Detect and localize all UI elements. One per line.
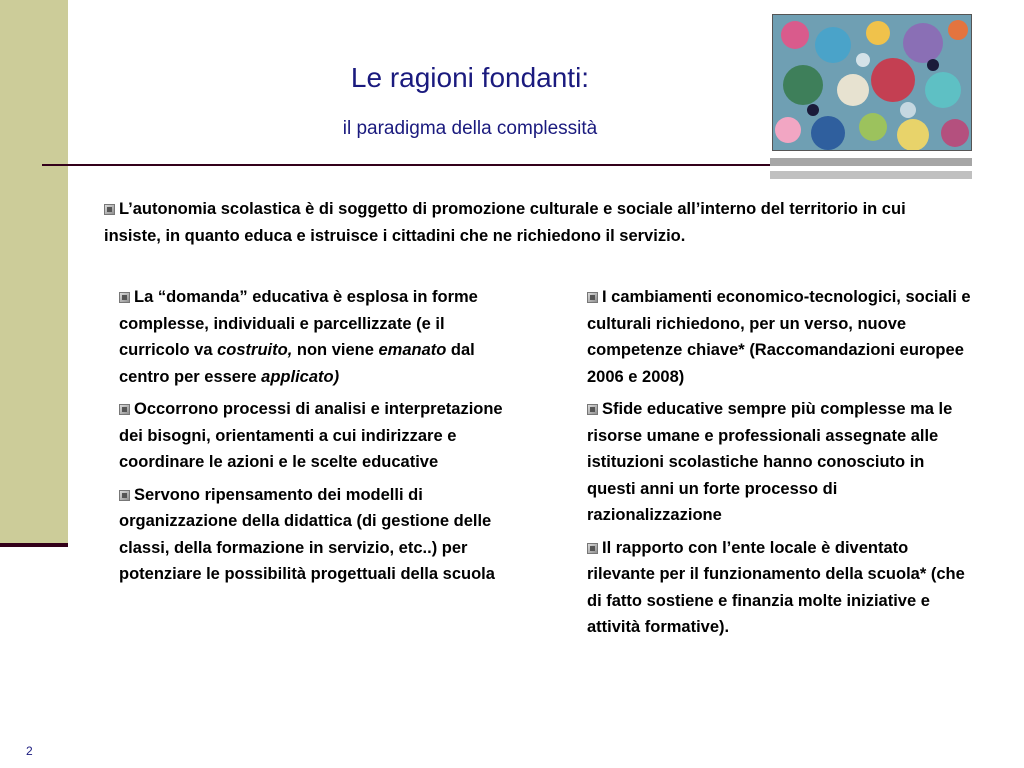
slide-title: Le ragioni fondanti:: [350, 62, 590, 93]
item-italic: applicato): [261, 367, 340, 386]
square-bullet-icon: [119, 404, 130, 415]
item-italic: costruito,: [217, 341, 293, 359]
item-text: Il rapporto con l’ente locale è diventato rilevante per il funzionamento della scuola* (che di fatto sostiene e finanzia molte iniziative e attività formative).: [587, 538, 965, 636]
item-italic: emanato: [378, 341, 447, 359]
slide-subtitle: il paradigma della complessità: [342, 118, 598, 139]
colorful-painting-image: [772, 14, 972, 151]
list-item: [119, 482, 509, 588]
intro-bullet: [104, 196, 964, 250]
list-item: [587, 535, 972, 641]
accent-bar-bottom: [770, 171, 972, 179]
square-bullet-icon: [119, 490, 130, 501]
page-number: 2: [26, 744, 33, 758]
side-band: [0, 0, 68, 546]
list-item: [587, 396, 972, 529]
item-text: Servono ripensamento dei modelli di organizzazione della didattica (di gestione delle classi, della formazione in servizio, etc..) per potenziare le possibilità progettuali della scuola: [119, 485, 495, 583]
list-item: [119, 284, 509, 390]
left-column: [119, 284, 509, 594]
item-text: La “domanda” educativa è esplosa in forme complesse, individuali e parcellizzate (e il curricolo va: [119, 288, 478, 359]
right-column: [587, 284, 972, 647]
square-bullet-icon: [587, 543, 598, 554]
square-bullet-icon: [119, 292, 130, 303]
list-item: [119, 396, 509, 476]
item-text: non viene: [292, 341, 379, 359]
square-bullet-icon: [587, 292, 598, 303]
square-bullet-icon: [104, 204, 115, 215]
list-item: [587, 284, 972, 390]
item-text: I cambiamenti economico-tecnologici, sociali e culturali richiedono, per un verso, nuove competenze chiave* (Raccomandazioni europee 2006 e 2008): [587, 288, 971, 386]
item-text: Sfide educative sempre più complesse ma le risorse umane e professionali assegnate alle istituzioni scolastiche hanno conosciuto in questi anni un forte processo di razionalizzazione: [587, 400, 953, 524]
intro-text: L’autonomia scolastica è di soggetto di promozione culturale e sociale all’interno del territorio in cui insiste, in quanto educa e istruisce i cittadini che ne richiedono il servizio.: [104, 200, 906, 245]
item-text: dal centro per essere: [119, 341, 475, 386]
side-divider: [0, 543, 68, 547]
square-bullet-icon: [587, 404, 598, 415]
item-text: Occorrono processi di analisi e interpretazione dei bisogni, orientamenti a cui indirizzare e coordinare le azioni e le scelte educative: [119, 400, 503, 471]
accent-bar-top: [770, 158, 972, 166]
